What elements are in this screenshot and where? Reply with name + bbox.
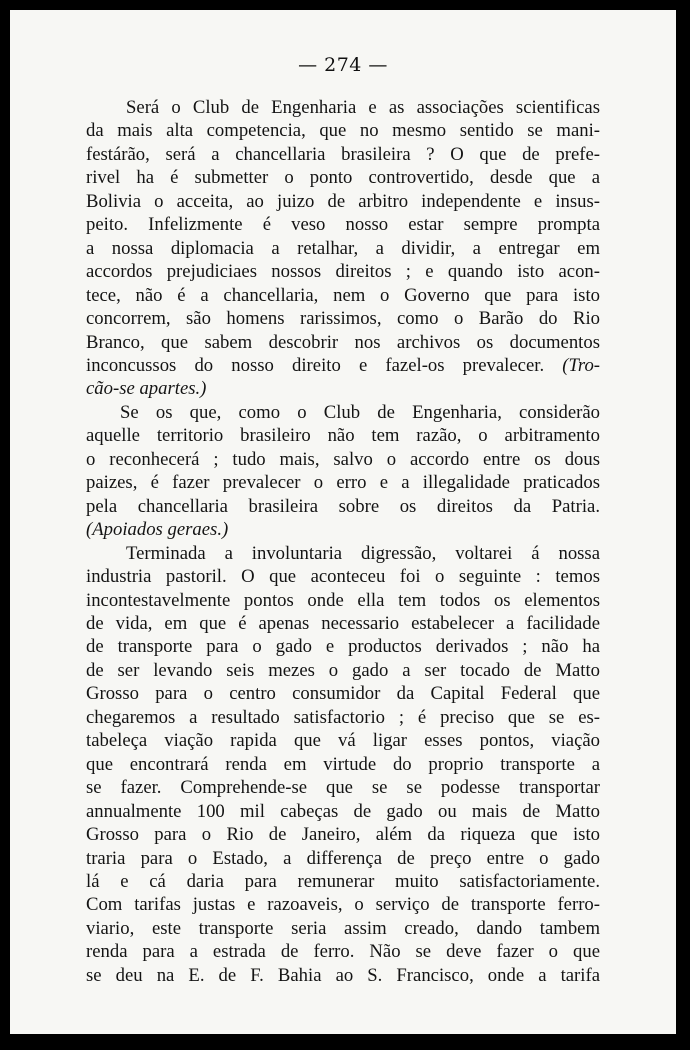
text-line: que encontrará renda em virtude do proprio transporte a (86, 753, 600, 775)
text-line: rivel ha é submetter o ponto controvertido, desde que a (86, 167, 600, 189)
text-line: se deu na E. de F. Bahia ao S. Francisco, onde a tarifa (86, 964, 600, 986)
text-line: paizes, é fazer prevalecer o erro e a illegalidade praticados (86, 472, 600, 494)
text-line: Se os que, como o Club de Engenharia, considerão (120, 401, 600, 423)
text-line: Branco, que sabem descobrir nos archivos os documentos (86, 331, 600, 353)
text-line: viario, este transporte seria assim creado, dando tambem (86, 917, 600, 939)
book-page (10, 10, 676, 1034)
text-line: Com tarifas justas e razoaveis, o serviço de transporte ferro- (86, 894, 600, 916)
text-line: o reconhecerá ; tudo mais, salvo o accordo entre os dous (86, 448, 600, 470)
text-line: aquelle territorio brasileiro não tem razão, o arbitramento (86, 425, 600, 447)
text-line: tece, não é a chancellaria, nem o Governo que para isto (86, 284, 600, 306)
text-line: chegaremos a resultado satisfactorio ; é preciso que se es- (86, 706, 600, 728)
text-line: festárão, será a chancellaria brasileira ? O que de prefe- (86, 143, 600, 165)
text-line: annualmente 100 mil cabeças de gado ou mais de Matto (86, 800, 600, 822)
text-line: de transporte para o gado e productos derivados ; não ha (86, 636, 600, 658)
body-text (86, 96, 600, 987)
text-line: de vida, em que é apenas necessario estabelecer a facilidade (86, 612, 600, 634)
text-line: se fazer. Comprehende-se que se se podesse transportar (86, 777, 600, 799)
text-line: a nossa diplomacia a retalhar, a dividir, a entregar em (86, 237, 600, 259)
text-line: industria pastoril. O que aconteceu foi o seguinte : temos (86, 566, 600, 588)
italic-aside-line: (Apoiados geraes.) (86, 519, 229, 541)
page-number: — 274 — (298, 54, 388, 76)
text-line: peito. Infelizmente é veso nosso estar sempre prompta (86, 214, 600, 236)
text-line: accordos prejudiciaes nossos direitos ; e quando isto acon- (86, 261, 600, 283)
text-line: concorrem, são homens rarissimos, como o Barão do Rio (86, 308, 600, 330)
text-line: da mais alta competencia, que no mesmo sentido se mani- (86, 120, 600, 142)
text-line: tabeleça viação rapida que vá ligar esses pontos, viação (86, 730, 600, 752)
italic-aside: (Tro- (562, 354, 601, 376)
text-line: Bolivia o acceita, ao juizo de arbitro independente e insus- (86, 190, 600, 212)
text-line: renda para a estrada de ferro. Não se deve fazer o que (86, 941, 600, 963)
text-line: incontestavelmente pontos onde ella tem todos os elementos (86, 589, 600, 611)
italic-aside-line: cão-se apartes.) (86, 378, 207, 400)
text-line-with-aside (86, 354, 600, 377)
text-line: pela chancellaria brasileira sobre os direitos da Patria. (86, 495, 600, 517)
text-line: Grosso para o Rio de Janeiro, além da riqueza que isto (86, 824, 600, 846)
text-line: Terminada a involuntaria digressão, voltarei á nossa (126, 542, 600, 564)
text-line: de ser levando seis mezes o gado a ser tocado de Matto (86, 659, 600, 681)
text-line: Será o Club de Engenharia e as associações scientificas (126, 97, 600, 118)
text-line: Grosso para o centro consumidor da Capital Federal que (86, 683, 600, 705)
text-line: lá e cá daria para remunerar muito satisfactoriamente. (86, 870, 600, 892)
text-line: traria para o Estado, a differença de preço entre o gado (86, 847, 600, 869)
text-segment: inconcussos do nosso direito e fazel-os prevalecer. (86, 354, 545, 376)
